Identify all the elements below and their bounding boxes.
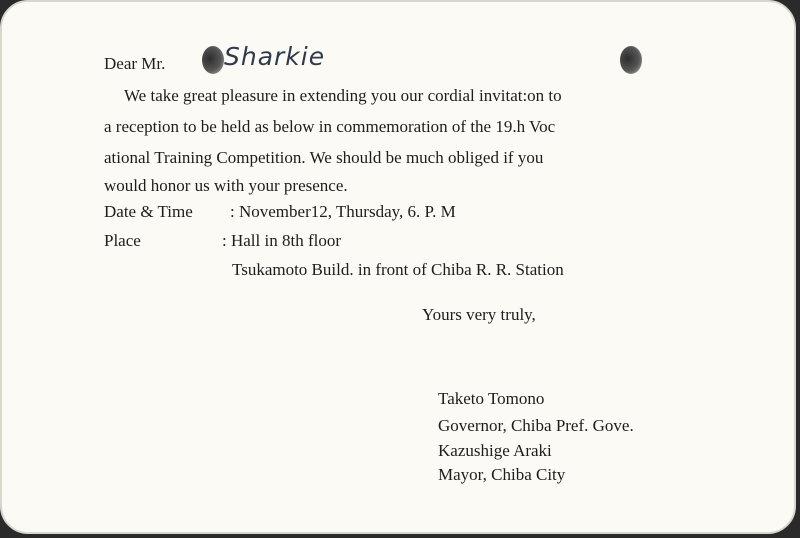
signatory-title-2: Mayor, Chiba City: [438, 465, 566, 484]
signatory-name-1: Taketo Tomono: [438, 389, 545, 408]
date-label: Date & Time: [104, 202, 193, 221]
body-line-3: ational Training Competition. We should be much obliged if you: [104, 148, 544, 167]
place-value-2: Tsukamoto Build. in front of Chiba R. R. Station: [232, 260, 564, 279]
signatory-title-1: Governor, Chiba Pref. Gove.: [438, 416, 634, 435]
salutation: Dear Mr.: [104, 54, 166, 73]
place-label: Place: [104, 231, 141, 250]
body-line-1: We take great pleasure in extending you our cordial invitat:on to: [124, 86, 562, 105]
body-line-2: a reception to be held as below in commemoration of the 19.h Voc: [104, 117, 556, 136]
handwritten-name: Sharkie: [224, 42, 326, 71]
punch-hole-left: [202, 46, 224, 74]
date-value: : November12, Thursday, 6. P. M: [230, 202, 456, 221]
signatory-name-2: Kazushige Araki: [438, 441, 552, 460]
closing: Yours very truly,: [422, 305, 536, 324]
punch-hole-right: [620, 46, 642, 74]
place-value: : Hall in 8th floor: [222, 231, 341, 250]
body-line-4: would honor us with your presence.: [104, 176, 348, 195]
